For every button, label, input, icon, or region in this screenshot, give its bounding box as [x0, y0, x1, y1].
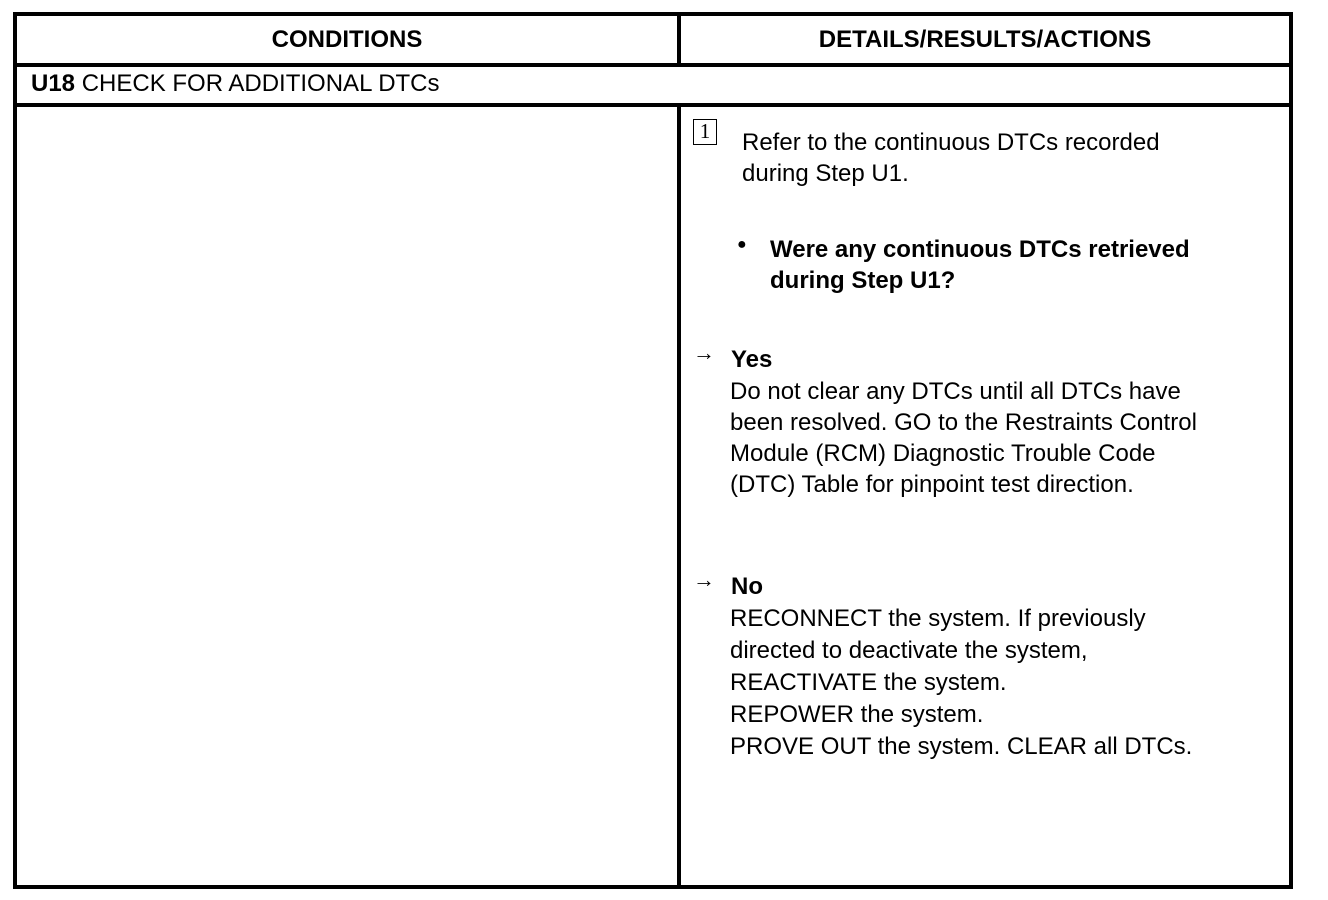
- column-divider-header: [677, 16, 681, 63]
- diagnostic-table: [13, 12, 1293, 889]
- details-header: DETAILS/RESULTS/ACTIONS: [818, 26, 1152, 53]
- no-action-line: REACTIVATE the system.: [730, 669, 1007, 696]
- yes-action-line: been resolved. GO to the Restraints Control: [730, 409, 1197, 436]
- yes-action-text: [730, 376, 1290, 500]
- no-action-line: REPOWER the system.: [730, 701, 984, 728]
- question-line: Were any continuous DTCs retrieved: [770, 236, 1190, 263]
- yes-action-line: Do not clear any DTCs until all DTCs have: [730, 378, 1181, 405]
- arrow-right-icon: →: [693, 567, 715, 592]
- step-name: CHECK FOR ADDITIONAL DTCs: [81, 70, 440, 97]
- yes-action-line: (DTC) Table for pinpoint test direction.: [730, 471, 1134, 498]
- conditions-header: CONDITIONS: [271, 26, 423, 53]
- table-header-row: [17, 16, 1289, 67]
- step-id: U18: [31, 70, 76, 97]
- step-title-row: [17, 67, 1289, 107]
- question-text: [770, 234, 1280, 296]
- step-number-box: 1: [693, 119, 717, 145]
- refer-line: during Step U1.: [742, 160, 909, 187]
- no-label: No: [731, 573, 763, 600]
- arrow-right-icon: →: [693, 340, 715, 365]
- no-action-text: [730, 603, 1290, 763]
- details-cell: [681, 107, 1289, 885]
- no-action-line: PROVE OUT the system. CLEAR all DTCs.: [730, 733, 1193, 760]
- refer-line: Refer to the continuous DTCs recorded: [742, 129, 1160, 156]
- yes-action-line: Module (RCM) Diagnostic Trouble Code: [730, 440, 1156, 467]
- no-action-line: directed to deactivate the system,: [730, 637, 1088, 664]
- step-title: [31, 67, 440, 101]
- bullet-icon: ●: [737, 236, 747, 253]
- refer-text: [742, 127, 1282, 189]
- yes-label: Yes: [731, 346, 773, 373]
- question-line: during Step U1?: [770, 267, 956, 294]
- no-action-line: RECONNECT the system. If previously: [730, 605, 1146, 632]
